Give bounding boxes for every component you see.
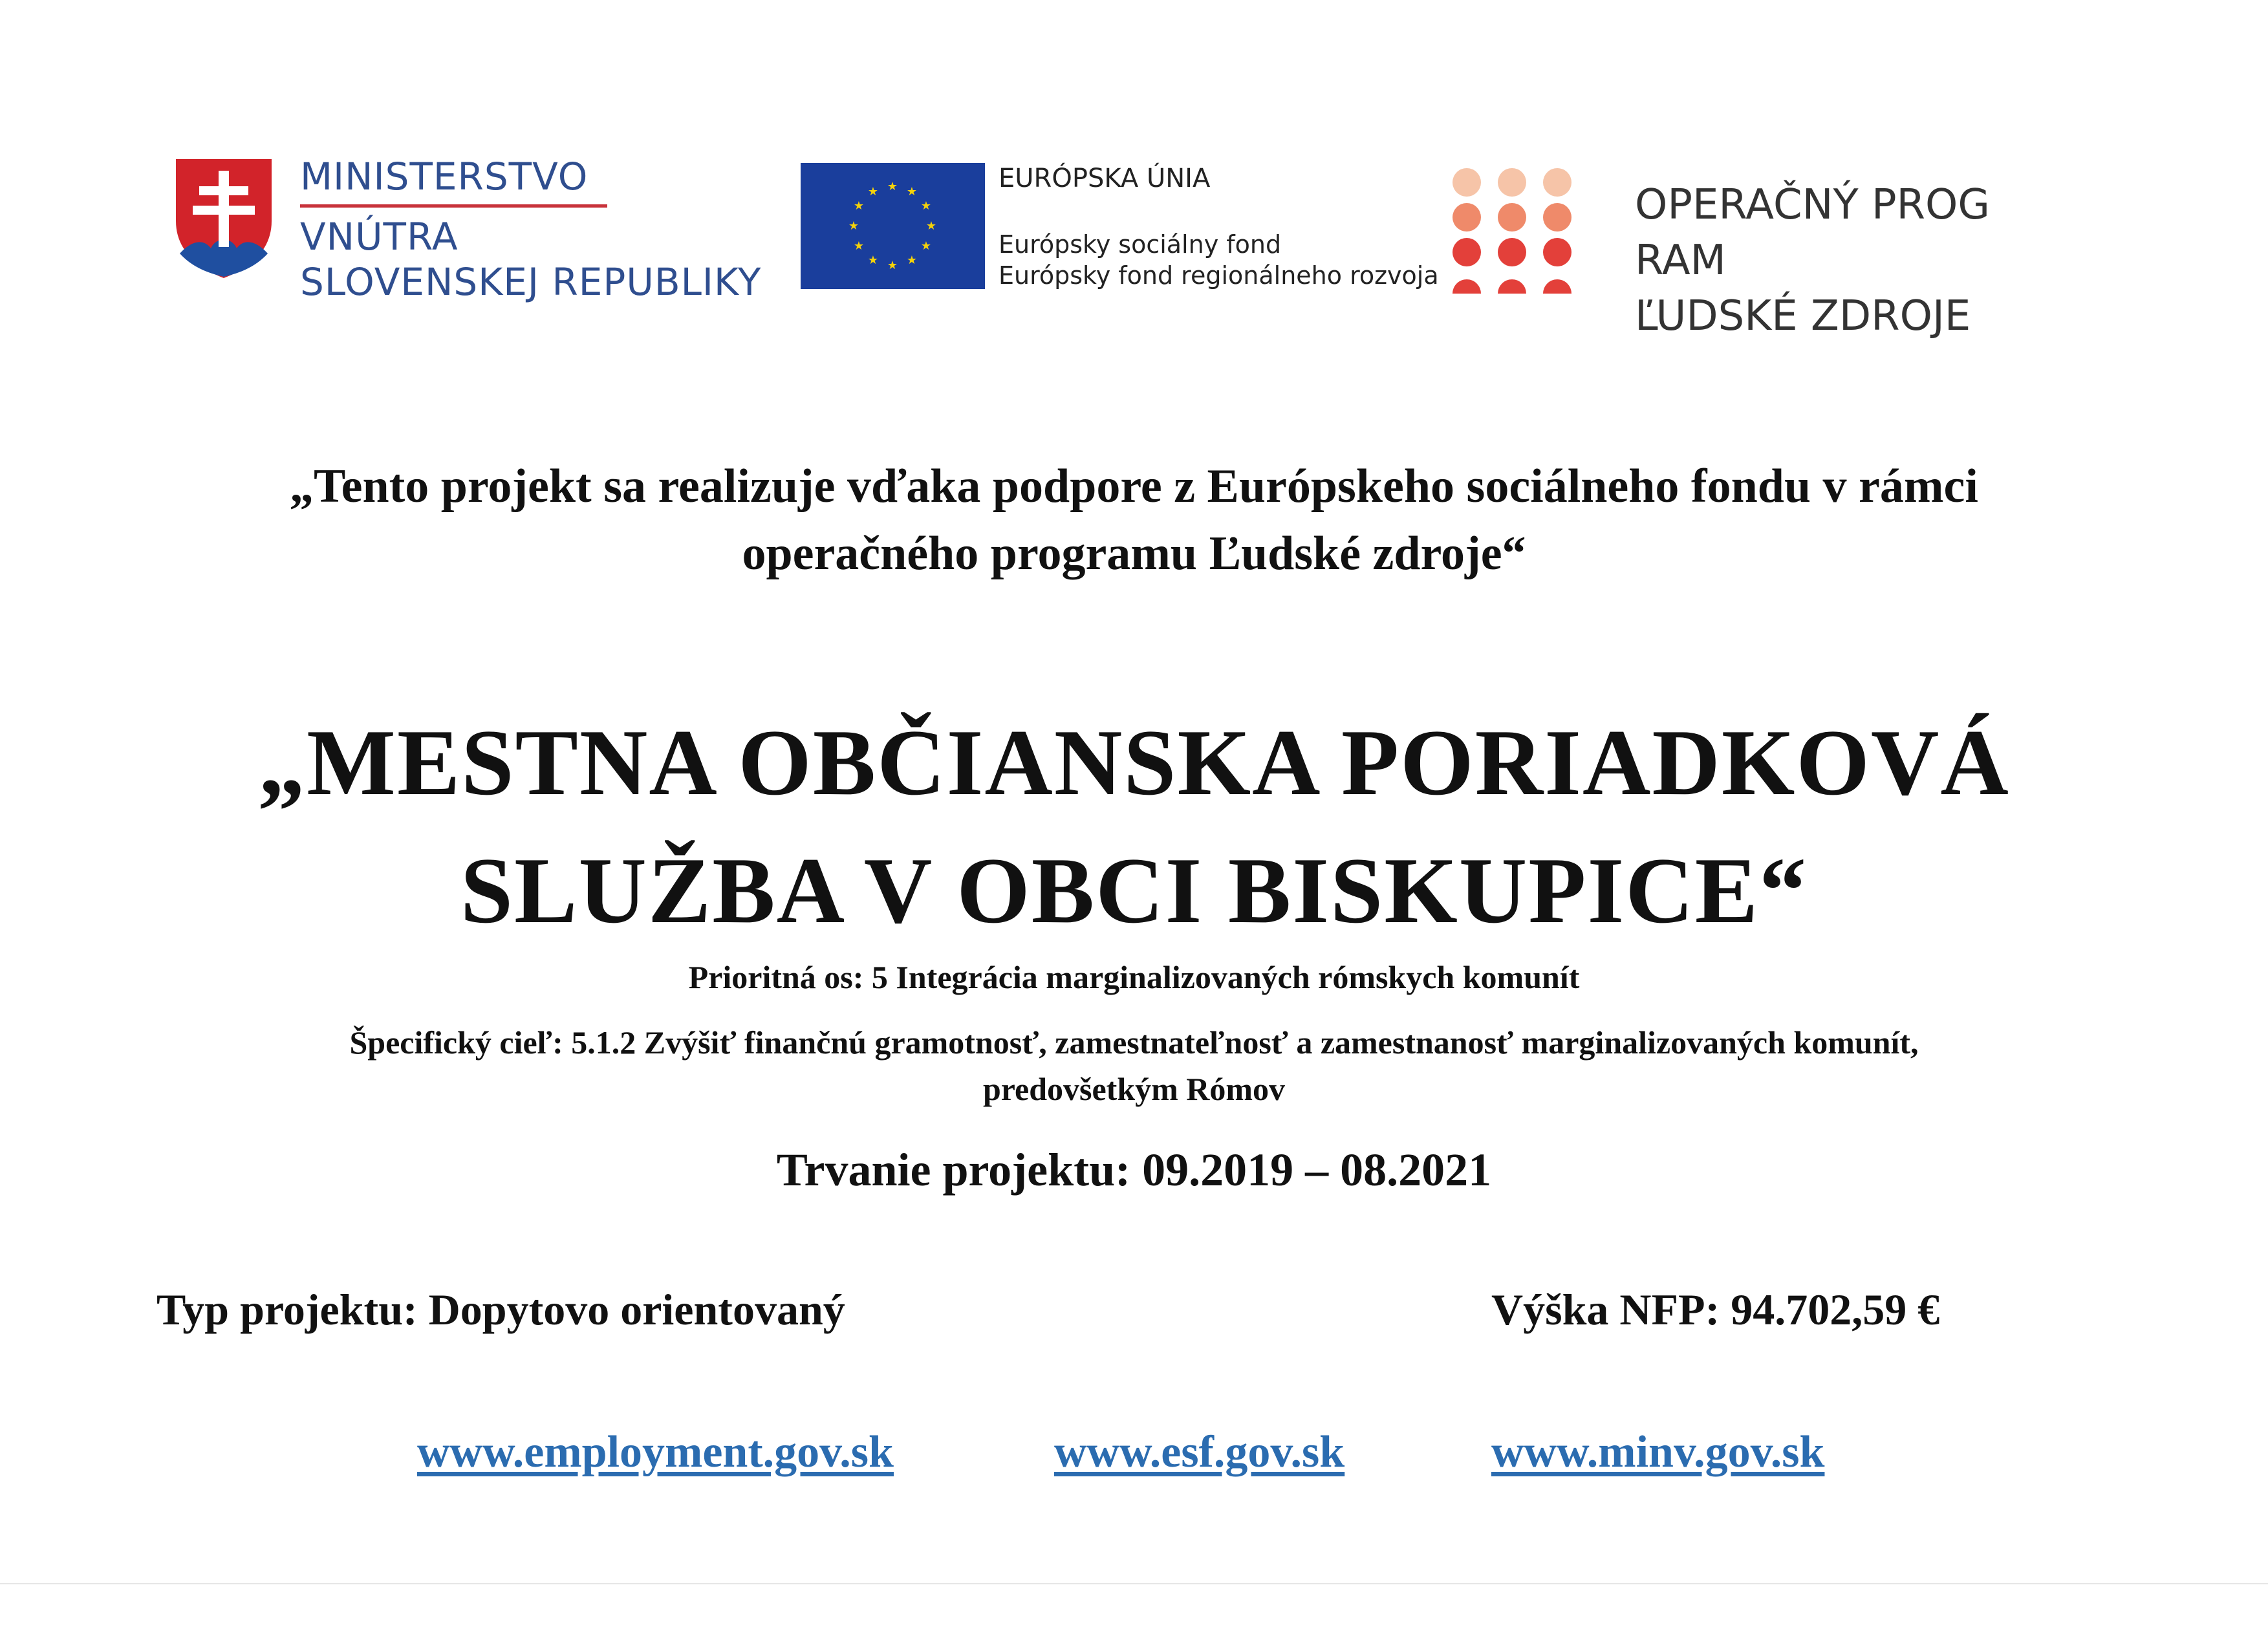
svg-text:★: ★ (867, 253, 879, 267)
ministry-name (300, 154, 761, 305)
project-title-line-1: „MESTNA OBČIANSKA PORIADKOVÁ (258, 710, 2010, 815)
svg-text:★: ★ (867, 185, 879, 199)
eu-flag-icon (801, 163, 985, 289)
bottom-divider (0, 1583, 2268, 1584)
eu-logo (801, 162, 1460, 297)
svg-text:★: ★ (925, 219, 937, 233)
svg-text:★: ★ (920, 239, 932, 253)
op-dots-icon (1447, 166, 1577, 295)
svg-text:★: ★ (853, 199, 865, 213)
project-duration: Trvanie projektu: 09.2019 – 08.2021 (776, 1144, 1492, 1196)
eu-regional-fund: Európsky fond regionálneho rozvoja (999, 261, 1439, 290)
project-type: Typ projektu: Dopytovo orientovaný (157, 1285, 845, 1334)
ministry-logo (173, 154, 781, 309)
project-title (0, 698, 2268, 954)
svg-text:★: ★ (920, 199, 932, 213)
link-minv[interactable]: www.minv.gov.sk (1491, 1427, 1825, 1477)
project-title-line-2: SLUŽBA V OBCI BISKUPICE“ (460, 838, 1808, 943)
funding-statement-line-2: operačného programu Ľudské zdroje“ (742, 527, 1526, 580)
operational-programme-logo (1447, 166, 2094, 340)
eu-text (999, 162, 1439, 291)
funding-statement-line-1: „Tento projekt sa realizuje vďaka podpore z Európskeho sociálneho fondu v rámci (290, 460, 1978, 513)
svg-text:★: ★ (887, 180, 898, 193)
specific-goal-line-1: Špecifický cieľ: 5.1.2 Zvýšiť finančnú gramotnosť, zamestnateľnosť a zamestnanosť marginalizovaných komunít, (349, 1024, 1919, 1061)
ministry-line-2: VNÚTRA (300, 215, 459, 259)
funding-statement (0, 453, 2268, 587)
link-employment[interactable]: www.employment.gov.sk (417, 1427, 894, 1477)
op-line-1: OPERAČNÝ PROG RAM (1635, 181, 1990, 285)
op-name (1635, 177, 2094, 344)
priority-axis: Prioritná os: 5 Integrácia marginalizovaných rómskych komunít (688, 959, 1580, 995)
svg-text:★: ★ (906, 185, 918, 199)
svg-text:★: ★ (853, 239, 865, 253)
eu-social-fund: Európsky sociálny fond (999, 230, 1282, 259)
eu-title: EURÓPSKA ÚNIA (999, 164, 1211, 193)
specific-goal (0, 1019, 2268, 1112)
svg-text:★: ★ (906, 253, 918, 267)
op-line-2: ĽUDSKÉ ZDROJE (1635, 292, 1971, 340)
ministry-line-3: SLOVENSKEJ REPUBLIKY (300, 260, 762, 304)
ministry-line-1: MINISTERSTVO (300, 154, 607, 208)
link-esf[interactable]: www.esf.gov.sk (1054, 1427, 1345, 1477)
svg-text:★: ★ (887, 259, 898, 272)
slovak-coat-of-arms-icon (173, 156, 274, 279)
specific-goal-line-2: predovšetkým Rómov (982, 1071, 1286, 1107)
nfp-amount: Výška NFP: 94.702,59 € (1491, 1285, 1940, 1334)
svg-text:★: ★ (848, 219, 859, 233)
